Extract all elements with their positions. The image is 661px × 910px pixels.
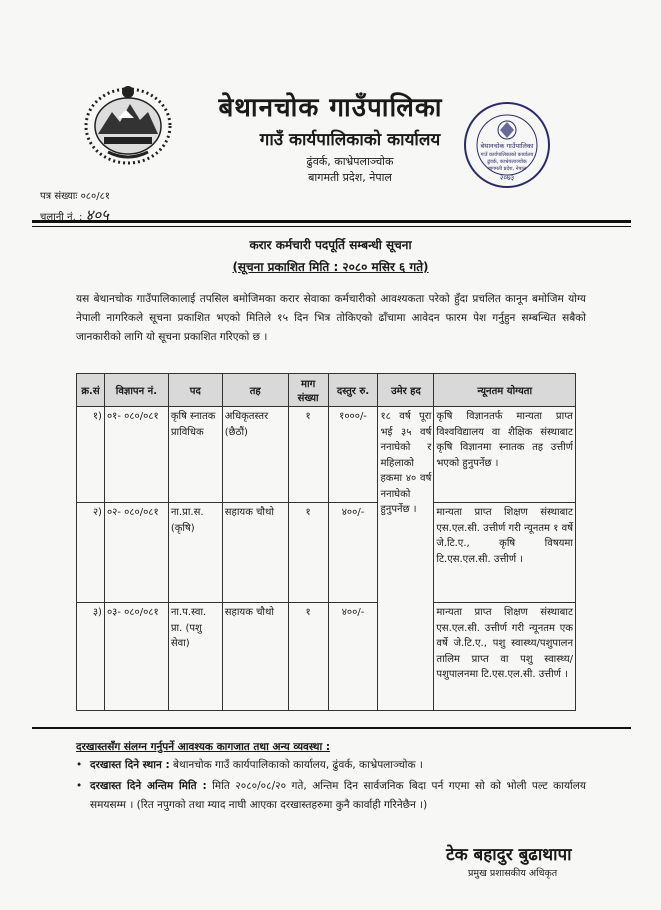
dispatch-number-label: चलानी नं. : [40, 212, 83, 223]
requirements-list [76, 756, 586, 817]
requirement-text: मिति २०८०/०८/२० गते, अन्तिम दिन सार्वजनिक बिदा पर्न गएमा सो को भोली पल्ट कार्यालय समयसम्म । (रित नपुगको तथा म्याद नाघी आएका दरखास्तहरुमा कुनै कार्वाही गरिनेछैन ।) [90, 780, 586, 811]
cell-ad-no: ०१- ०८०/०८१ [104, 407, 168, 503]
address-line1: ढुंवर्क, काभ्रेपलाञ्चोक [306, 155, 394, 168]
header-divider [32, 220, 631, 223]
cell-qualification: कृषि विज्ञानतर्फ मान्यता प्राप्त विश्वविद्यालय वा शैक्षिक संस्थाबाट कृषि विज्ञानमा स्नातक तह उत्तीर्ण भएको हुनुपर्नेछ । [434, 407, 576, 503]
cell-sn: ३) [77, 603, 105, 711]
table-header-row [77, 374, 576, 407]
cell-post: ना.प.स्वा. प्रा. (पशु सेवा) [168, 603, 222, 711]
col-header-level: तह [222, 374, 288, 407]
col-header-sn: क्र.सं [77, 374, 105, 407]
notice-body: यस बेथानचोक गाउँपालिकालाई तपसिल बमोजिमका करार सेवाका कर्मचारीको आवश्यकता परेको हुँदा प्रचलित कानून बमोजिम योग्य नेपाली नागरिकले सूचना प्रकाशित भएको मितिले १५ दिन भित्र तोकिएको ढाँचामा आवेदन फारम पेश गर्नुहुन सम्बन्धित सबैको जानकारीको लागि यो सूचना प्रकाशित गरिएको छ । [76, 293, 586, 343]
cell-ad-no: ०२- ०८०/०८१ [104, 503, 168, 603]
letter-number-value: ०८०/८१ [80, 191, 110, 202]
requirement-text: बेथानचोक गाउँ कार्यपालिकाको कार्यालय, ढुंवर्क, काभ्रेपलाञ्चोक । [169, 759, 423, 771]
cell-fee: ४००/- [328, 603, 378, 711]
letter-number [40, 188, 110, 202]
notice-title: करार कर्मचारी पदपूर्ति सम्बन्धी सूचना [249, 238, 412, 252]
requirement-label: दरखास्त दिने स्थान : [90, 759, 170, 771]
seal-line1: बेथानचोक गाउँपालिका [480, 142, 534, 150]
cell-level: अधिकृतस्तर (छैठौं) [222, 407, 288, 503]
col-header-qualification: न्यूनतम योग्यता [434, 374, 576, 407]
office-name: गाउँ कार्यपालिकाको कार्यालय [259, 130, 441, 150]
dispatch-number-value: ४०५ [85, 206, 109, 224]
cell-qualification: मान्यता प्राप्त शिक्षण संस्थाबाट एस.एल.सी. उत्तीर्ण गरी न्यूनतम १ वर्षे जे.टि.ए., कृषि विषयमा टि.एस.एल.सी. उत्तीर्ण । [434, 503, 576, 603]
cell-fee: ४००/- [328, 503, 378, 603]
cell-level: सहायक चौथो [222, 603, 288, 711]
letter-number-label: पत्र संख्याः [40, 191, 78, 202]
cell-sn: १) [77, 407, 105, 503]
cell-age-limit: १८ वर्ष पूरा भई ३५ वर्ष ननाघेको र महिलाको हकमा ४० वर्ष ननाघेको हुनुपर्नेछ । [378, 407, 434, 711]
address-line2: बागमती प्रदेश, नेपाल [308, 171, 392, 184]
vacancy-table [76, 373, 576, 711]
cell-level: सहायक चौथो [222, 503, 288, 603]
cell-count: १ [288, 407, 328, 503]
table-row [77, 603, 576, 711]
requirement-label: दरखास्त दिने अन्तिम मिति : [90, 780, 207, 792]
header-divider-thin [32, 226, 631, 227]
seal-line4: बागमती प्रदेश, नेपाल [487, 166, 527, 172]
bullet-icon: • [76, 759, 83, 771]
cell-qualification: मान्यता प्राप्त शिक्षण संस्थाबाट एस.एल.सी. उत्तीर्ण गरी न्यूनतम एक वर्षे जे.टि.ए., पशु स्वास्थ्य/पशुपालन तालिम प्राप्त वा पशु स्वास्थ्य/पशुपालनमा टि.एस.एल.सी. उत्तीर्ण । [434, 603, 576, 711]
cell-count: १ [288, 603, 328, 711]
cell-fee: १०००/- [328, 407, 378, 503]
seal-year: २०७३ [499, 174, 515, 182]
bullet-icon: • [76, 780, 83, 792]
cell-sn: २) [77, 503, 105, 603]
signatory-name: टेक बहादुर बुढाथापा [446, 845, 572, 865]
list-item [76, 756, 586, 775]
cell-count: १ [288, 503, 328, 603]
cell-ad-no: ०३- ०८०/०८१ [104, 603, 168, 711]
seal-line2: गाउँ कार्यपालिकाको कार्यालय [480, 152, 534, 158]
table-row [77, 407, 576, 503]
table-row [77, 503, 576, 603]
col-header-count: माग संख्या [288, 374, 328, 407]
signatory-designation: प्रमुख प्रशासकीय अधिकृत [468, 868, 558, 879]
cell-post: ना.प्रा.स. (कृषि) [168, 503, 222, 603]
notice-published-date: (सूचना प्रकाशित मिति : २०८० मसिर ६ गते) [232, 260, 429, 274]
requirements-title: दरखास्तसँग संलग्न गर्नुपर्ने आवश्यक कागजात तथा अन्य व्यवस्था : [76, 741, 331, 753]
municipality-name: बेथानचोक गाउँपालिका [218, 93, 443, 123]
cell-post: कृषि स्नातक प्राविधिक [168, 407, 222, 503]
col-header-age: उमेर हद [378, 374, 434, 407]
seal-line3: ढुंवर्क, काभ्रेपलाञ्चोक [487, 159, 527, 165]
section-divider [32, 727, 631, 729]
col-header-post: पद [168, 374, 222, 407]
list-item [76, 777, 586, 815]
col-header-fee: दस्तुर रु. [328, 374, 378, 407]
col-header-ad-no: विज्ञापन नं. [104, 374, 168, 407]
